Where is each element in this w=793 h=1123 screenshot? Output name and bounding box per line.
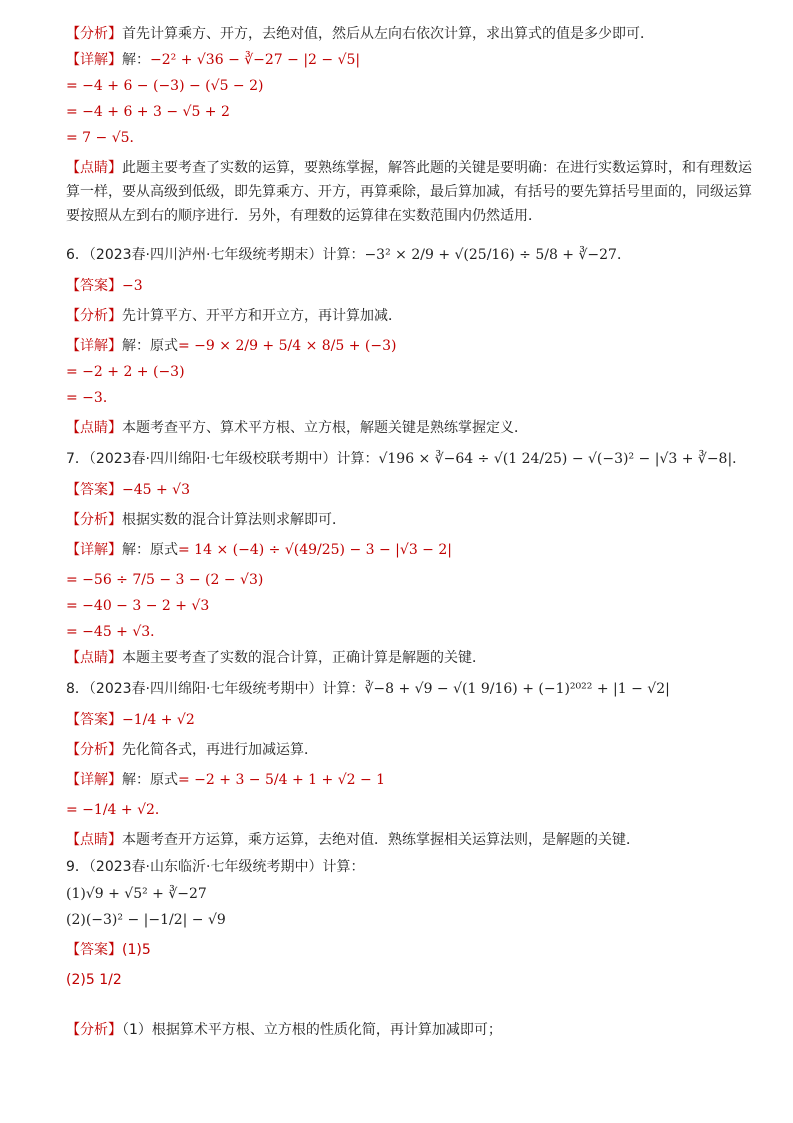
q8-question (66, 678, 756, 700)
q7-step-1: = −56 ÷ 7/5 − 3 − (2 − √3) (66, 572, 264, 588)
q5-solution-head (66, 50, 756, 70)
question-source: （2023春·四川绵阳·七年级统考期中） (88, 681, 323, 697)
analysis-text: 先计算平方、开平方和开立方，再计算加减． (122, 308, 402, 324)
question-expression: √196 × ∛−64 ÷ √(1 24/25) − √(−3)² − |√3 + ∛−8|． (378, 451, 747, 467)
question-lead: 计算： (322, 247, 365, 263)
q8-answer (66, 710, 756, 730)
question-expression: −3² × 2/9 + √(25/16) ÷ 5/8 + ∛−27． (364, 247, 631, 263)
q7-step-2: = −40 − 3 − 2 + √3 (66, 598, 210, 614)
q8-comment (66, 830, 756, 850)
q7-comment (66, 648, 756, 668)
analysis-tag: 【分析】 (66, 1022, 122, 1038)
q6-answer (66, 276, 756, 296)
solution-step-0: = −2 + 3 − 5/4 + 1 + √2 − 1 (178, 772, 386, 788)
comment-text: 本题考查平方、算术平方根、立方根，解题关键是熟练掌握定义． (122, 420, 528, 436)
solution-prefix: 解：原式 (122, 338, 178, 354)
q5-analysis (66, 24, 756, 44)
solution-expression: −2² + √36 − ∛−27 − |2 − √5| (150, 52, 361, 68)
analysis-text: 首先计算乘方、开方，去绝对值，然后从左向右依次计算，求出算式的值是多少即可． (122, 26, 654, 42)
solution-step-0: = 14 × (−4) ÷ √(49/25) − 3 − |√3 − 2| (178, 542, 452, 558)
analysis-tag: 【分析】 (66, 742, 122, 758)
q5-step-1: = −4 + 6 − (−3) − (√5 − 2) (66, 78, 264, 94)
comment-tag: 【点睛】 (66, 832, 122, 848)
q6-analysis (66, 306, 756, 326)
q5-step-3: = 7 − √5． (66, 130, 144, 146)
answer-tag: 【答案】 (66, 942, 122, 958)
question-lead: 计算： (322, 859, 365, 875)
question-source: （2023春·山东临沂·七年级统考期中） (88, 859, 323, 875)
q6-comment (66, 418, 756, 438)
analysis-tag: 【分析】 (66, 512, 122, 528)
analysis-tag: 【分析】 (66, 308, 122, 324)
solution-prefix: 解： (122, 52, 150, 68)
q9-answer-part-2: (2)5 1/2 (66, 972, 122, 988)
q7-answer (66, 480, 756, 500)
comment-tag: 【点睛】 (66, 160, 122, 176)
question-source: （2023春·四川泸州·七年级统考期末） (88, 247, 323, 263)
q9-analysis (66, 1020, 756, 1040)
q9-part-2: (2)(−3)² − |−1/2| − √9 (66, 912, 226, 928)
question-lead: 计算： (336, 451, 379, 467)
answer-value: −45 + √3 (122, 482, 191, 498)
q9-answer (66, 940, 756, 960)
analysis-text: （1）根据算术平方根、立方根的性质化简，再计算加减即可； (122, 1022, 502, 1038)
q7-question (66, 448, 756, 470)
document-page (66, 22, 756, 1040)
question-expression: ∛−8 + √9 − √(1 9/16) + (−1)²⁰²² + |1 − √2| (364, 681, 670, 697)
comment-tag: 【点睛】 (66, 650, 122, 666)
question-number: 9． (66, 859, 89, 875)
question-source: （2023春·四川绵阳·七年级校联考期中） (88, 451, 337, 467)
solution-prefix: 解：原式 (122, 772, 178, 788)
solution-tag: 【详解】 (66, 542, 122, 558)
question-number: 8． (66, 681, 89, 697)
comment-text: 本题考查开方运算，乘方运算，去绝对值．熟练掌握相关运算法则，是解题的关键． (122, 832, 640, 848)
answer-tag: 【答案】 (66, 482, 122, 498)
comment-tag: 【点睛】 (66, 420, 122, 436)
q7-solution-head (66, 540, 756, 560)
answer-part-1: (1)5 (122, 942, 151, 958)
q8-solution-head (66, 770, 756, 790)
solution-prefix: 解：原式 (122, 542, 178, 558)
answer-value: −3 (122, 278, 143, 294)
solution-step-0: = −9 × 2/9 + 5/4 × 8/5 + (−3) (178, 338, 397, 354)
q5-comment (66, 156, 756, 228)
analysis-tag: 【分析】 (66, 26, 122, 42)
q8-analysis (66, 740, 756, 760)
question-number: 7． (66, 451, 89, 467)
q5-step-2: = −4 + 6 + 3 − √5 + 2 (66, 104, 230, 120)
q9-part-1: (1)√9 + √5² + ∛−27 (66, 886, 207, 902)
q8-step-1: = −1/4 + √2． (66, 802, 169, 818)
analysis-text: 先化简各式，再进行加减运算． (122, 742, 318, 758)
q6-question (66, 244, 756, 266)
q6-solution-head (66, 336, 756, 356)
answer-tag: 【答案】 (66, 712, 122, 728)
analysis-text: 根据实数的混合计算法则求解即可． (122, 512, 346, 528)
q6-step-2: = −3． (66, 390, 117, 406)
answer-value: −1/4 + √2 (122, 712, 195, 728)
solution-tag: 【详解】 (66, 772, 122, 788)
question-lead: 计算： (322, 681, 365, 697)
q7-step-3: = −45 + √3． (66, 624, 165, 640)
solution-tag: 【详解】 (66, 52, 122, 68)
q7-analysis (66, 510, 756, 530)
question-number: 6． (66, 247, 89, 263)
answer-tag: 【答案】 (66, 278, 122, 294)
q9-question (66, 856, 756, 878)
q6-step-1: = −2 + 2 + (−3) (66, 364, 185, 380)
comment-text: 此题主要考查了实数的运算，要熟练掌握，解答此题的关键是要明确：在进行实数运算时，和有理数运算一样，要从高级到低级，即先算乘方、开方，再算乘除，最后算加减，有括号的要先算括号里面的，同级运算要按照从左到右的顺序进行．另外，有理数的运算律在实数范围内仍然适用． (66, 160, 752, 224)
comment-text: 本题主要考查了实数的混合计算，正确计算是解题的关键． (122, 650, 486, 666)
solution-tag: 【详解】 (66, 338, 122, 354)
